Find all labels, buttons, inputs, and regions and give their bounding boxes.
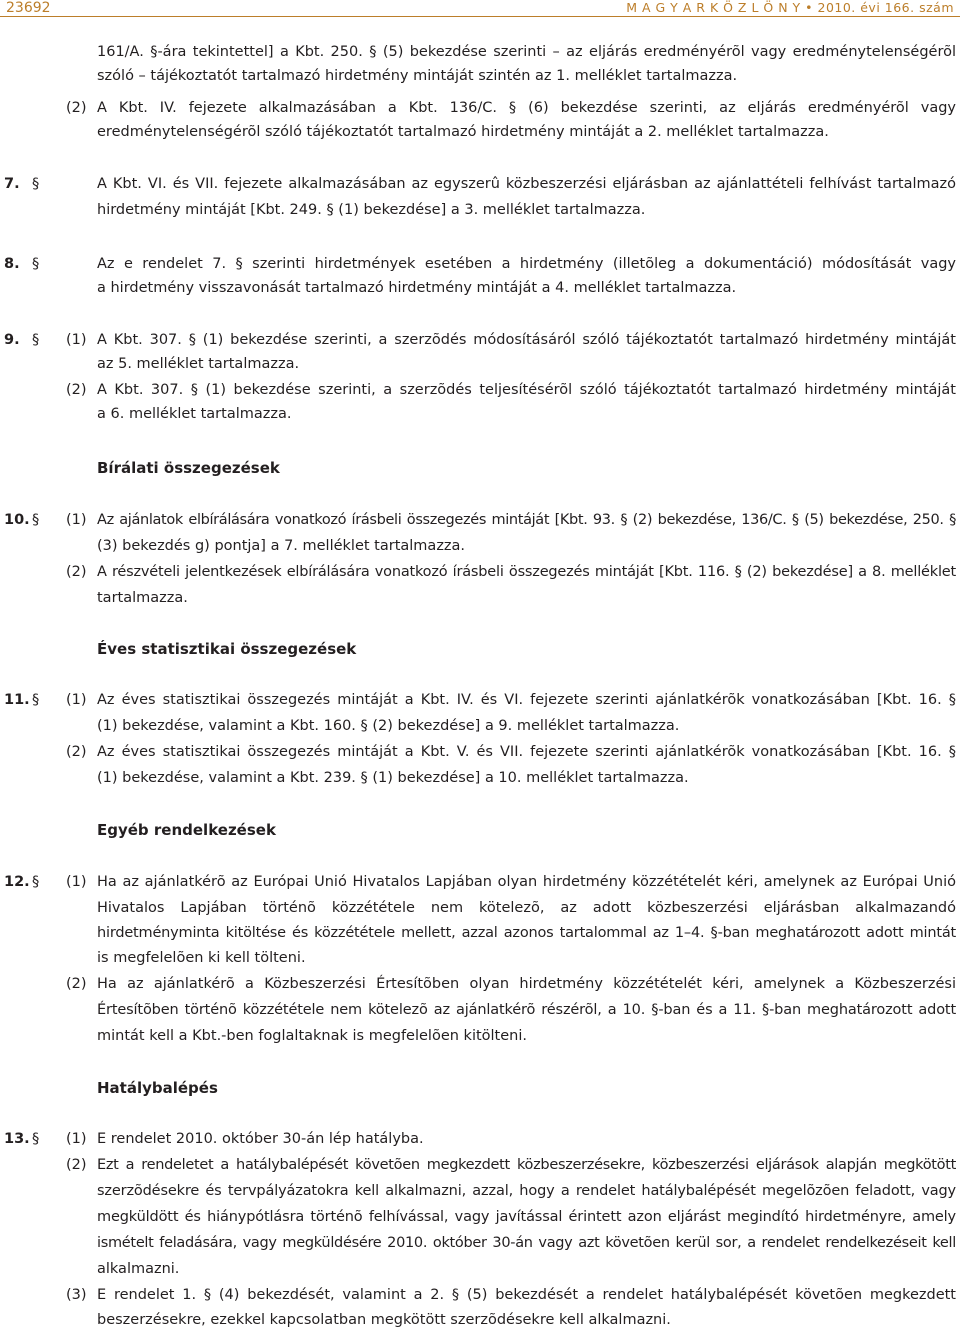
- text-line: Az ajánlatok elbírálására vonatkozó írásbeli összegezés mintáját [Kbt. 93. § (2) bekezdése, 136/C. § (5) bekezdése, 250. §: [97, 512, 956, 528]
- text-line: Ezt a rendeletet a hatálybalépését követõen megkezdett közbeszerzésekre, közbeszerzési eljárások alapján megkötött: [97, 1157, 956, 1173]
- text-line: 161/A. §-ára tekintettel] a Kbt. 250. § (5) bekezdése szerinti – az eljárás eredményérõl vagy eredménytelenségérõl: [97, 44, 956, 60]
- text-line: megküldött és hiánypótlásra történõ felhívással, vagy javítással érintett azon eljárást megindító hirdetményre, amely: [97, 1209, 956, 1225]
- text-line: (3) bekezdés g) pontja] a 7. melléklet tartalmazza.: [97, 538, 466, 554]
- subsection-number: (1): [66, 512, 87, 528]
- text-line: A Kbt. IV. fejezete alkalmazásában a Kbt. 136/C. § (6) bekezdése szerinti, az eljárás eredményérõl vagy: [97, 100, 956, 116]
- page-number: 23692: [6, 0, 51, 16]
- text-line: szerzõdésekre és tervpályázatokra kell alkalmazni, azzal, hogy a rendelet hatálybalépését megelõzõen feladott, vagy: [97, 1183, 956, 1199]
- subsection-number: (2): [66, 564, 87, 580]
- section-number: 7.: [4, 176, 20, 192]
- subsection-number: (3): [66, 1287, 87, 1303]
- text-line: Ha az ajánlatkérõ az Európai Unió Hivatalos Lapjában olyan hirdetmény közzétételét kéri, amelynek az Európai Unió: [97, 874, 956, 890]
- text-line: tartalmazza.: [97, 590, 188, 606]
- section-symbol: §: [32, 332, 40, 348]
- text-line: E rendelet 2010. október 30-án lép hatályba.: [97, 1131, 424, 1147]
- section-heading: Hatálybalépés: [97, 1079, 218, 1097]
- text-line: eredménytelenségérõl szóló tájékoztatót tartalmazó hirdetmény mintáját a 2. melléklet tartalmazza.: [97, 124, 829, 140]
- header-rule: [0, 16, 960, 17]
- subsection-number: (2): [66, 744, 87, 760]
- text-line: Ha az ajánlatkérõ a Közbeszerzési Értesítõben olyan hirdetmény közzétételét kéri, amelynek a Közbeszerzési: [97, 976, 956, 992]
- text-line: E rendelet 1. § (4) bekezdését, valamint a 2. § (5) bekezdését a rendelet hatálybalépését követõen megkezdett: [97, 1287, 956, 1303]
- section-symbol: §: [32, 874, 40, 890]
- text-line: Hivatalos Lapjában történõ közzététele nem kötelezõ, az adott közbeszerzési eljárásban alkalmazandó: [97, 900, 956, 916]
- text-line: A Kbt. 307. § (1) bekezdése szerinti, a szerzõdés teljesítésérõl szóló tájékoztatót tartalmazó hirdetmény mintáját: [97, 382, 956, 398]
- text-line: a hirdetmény visszavonását tartalmazó hirdetmény mintáját a 4. melléklet tartalmazza.: [97, 280, 737, 296]
- text-line: Az éves statisztikai összegezés mintáját a Kbt. V. és VII. fejezete szerinti ajánlatkérõk vonatkozásában [Kbt. 16. §: [97, 744, 956, 760]
- subsection-number: (2): [66, 100, 87, 116]
- text-line: szóló – tájékoztatót tartalmazó hirdetmény mintáját szintén az 1. melléklet tartalmazza.: [97, 68, 738, 84]
- text-line: az 5. melléklet tartalmazza.: [97, 356, 300, 372]
- section-number: 11.: [4, 692, 30, 708]
- text-line: alkalmazni.: [97, 1261, 180, 1277]
- text-line: is megfelelõen ki kell tölteni.: [97, 950, 306, 966]
- subsection-number: (1): [66, 692, 87, 708]
- section-symbol: §: [32, 256, 40, 272]
- text-line: (1) bekezdése, valamint a Kbt. 239. § (1) bekezdése] a 10. melléklet tartalmazza.: [97, 770, 689, 786]
- subsection-number: (1): [66, 1131, 87, 1147]
- section-symbol: §: [32, 692, 40, 708]
- text-line: Az e rendelet 7. § szerinti hirdetmények esetében a hirdetmény (illetõleg a dokumentáció) módosítását vagy: [97, 256, 956, 272]
- section-number: 12.: [4, 874, 30, 890]
- text-line: hirdetmény mintáját [Kbt. 249. § (1) bekezdése] a 3. melléklet tartalmazza.: [97, 202, 646, 218]
- subsection-number: (2): [66, 382, 87, 398]
- section-heading: Bírálati összegezések: [97, 459, 280, 477]
- section-number: 13.: [4, 1131, 30, 1147]
- section-symbol: §: [32, 176, 40, 192]
- text-line: Az éves statisztikai összegezés mintáját a Kbt. IV. és VI. fejezete szerinti ajánlatkérõk vonatkozásában [Kbt. 16. §: [97, 692, 956, 708]
- section-number: 9.: [4, 332, 20, 348]
- subsection-number: (1): [66, 332, 87, 348]
- section-heading: Egyéb rendelkezések: [97, 821, 276, 839]
- text-line: A részvételi jelentkezések elbírálására vonatkozó írásbeli összegezés mintáját [Kbt. 116. § (2) bekezdése] a 8. melléklet: [97, 564, 956, 580]
- section-symbol: §: [32, 1131, 40, 1147]
- text-line: A Kbt. VI. és VII. fejezete alkalmazásában az egyszerû közbeszerzési eljárásban az ajánlattételi felhívást tartalmazó: [97, 176, 956, 192]
- text-line: A Kbt. 307. § (1) bekezdése szerinti, a szerzõdés módosításáról szóló tájékoztatót tartalmazó hirdetmény mintáját: [97, 332, 956, 348]
- text-line: (1) bekezdése, valamint a Kbt. 160. § (2) bekezdése] a 9. melléklet tartalmazza.: [97, 718, 680, 734]
- subsection-number: (2): [66, 1157, 87, 1173]
- section-number: 8.: [4, 256, 20, 272]
- section-heading: Éves statisztikai összegezések: [97, 640, 357, 658]
- text-line: Értesítõben történõ közzététele nem kötelezõ az ajánlatkérõ részérõl, a 10. §-ban és a 11. §-ban meghatározott adott: [97, 1002, 956, 1018]
- text-line: beszerzésekre, ezekkel kapcsolatban megkötött szerzõdésekre kell alkalmazni.: [97, 1312, 671, 1328]
- text-line: a 6. melléklet tartalmazza.: [97, 406, 292, 422]
- section-number: 10.: [4, 512, 30, 528]
- text-line: hirdetményminta kitöltése és közzététele mellett, azzal azonos tartalommal az 1–4. §-ban meghatározott adott mintát: [97, 925, 956, 941]
- subsection-number: (2): [66, 976, 87, 992]
- section-symbol: §: [32, 512, 40, 528]
- journal-title: M A G Y A R K Ö Z L Ö N Y • 2010. évi 166. szám: [626, 0, 954, 15]
- subsection-number: (1): [66, 874, 87, 890]
- text-line: mintát kell a Kbt.-ben foglaltaknak is megfelelõen kitölteni.: [97, 1028, 527, 1044]
- text-line: ismételt feladására, vagy megküldésére 2010. október 30-án vagy azt követõen kerül sor, a rendelet rendelkezéseit kell: [97, 1235, 956, 1251]
- page-header: [0, 0, 960, 14]
